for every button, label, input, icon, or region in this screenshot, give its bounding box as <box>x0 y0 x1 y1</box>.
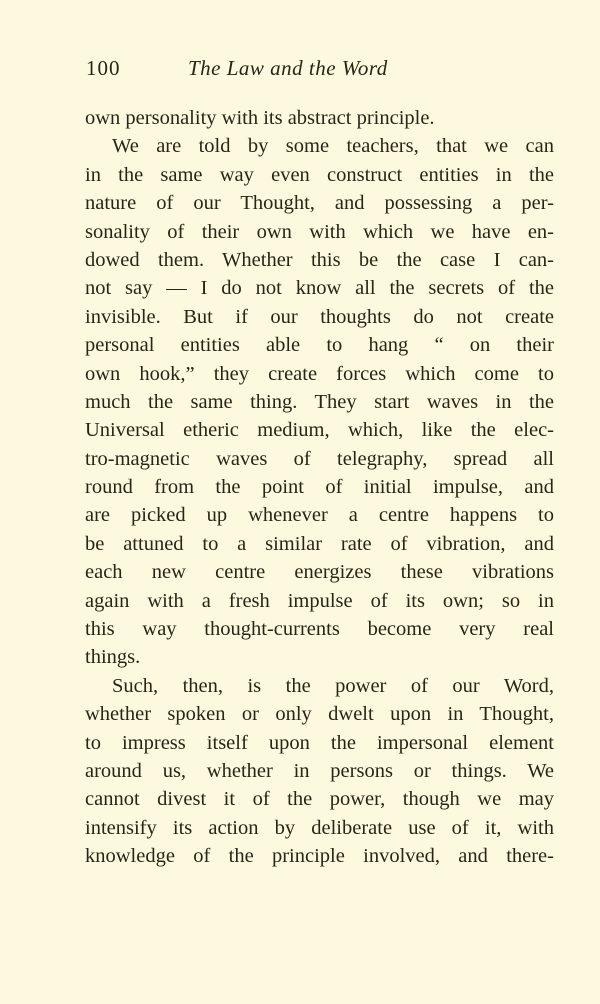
text-line: We are told by some teachers, that we can <box>112 135 554 158</box>
page-body-text <box>85 104 554 871</box>
text-line: things. <box>85 646 141 669</box>
text-line: round from the point of initial impulse, and <box>85 476 554 499</box>
running-header <box>86 56 456 86</box>
text-line: to impress itself upon the impersonal element <box>85 731 554 754</box>
text-line: each new centre energizes these vibrations <box>85 561 554 584</box>
text-line: are picked up whenever a centre happens to <box>85 504 554 527</box>
text-line: cannot divest it of the power, though we may <box>85 788 554 811</box>
text-line: tro-magnetic waves of telegraphy, spread all <box>85 447 554 470</box>
text-line: knowledge of the principle involved, and there- <box>85 845 554 868</box>
text-line: in the same way even construct entities in the <box>85 163 554 186</box>
text-line: own hook,” they create forces which come to <box>85 362 554 385</box>
running-title: The Law and the Word <box>188 56 388 80</box>
text-line: invisible. But if our thoughts do not create <box>85 305 554 328</box>
text-line: Such, then, is the power of our Word, <box>112 674 554 697</box>
text-line: nature of our Thought, and possessing a per- <box>85 192 554 215</box>
page-number: 100 <box>86 56 121 80</box>
text-line: much the same thing. They start waves in the <box>85 390 554 413</box>
text-line: be attuned to a similar rate of vibration, and <box>85 532 554 555</box>
text-line: dowed them. Whether this be the case I can- <box>85 248 554 271</box>
text-line: personal entities able to hang “ on their <box>85 334 554 357</box>
text-line: around us, whether in persons or things. We <box>85 759 554 782</box>
text-line: intensify its action by deliberate use of it, with <box>85 816 554 839</box>
text-line: this way thought-currents become very real <box>85 618 554 641</box>
text-line: Universal etheric medium, which, like the elec- <box>85 419 554 442</box>
text-line: not say — I do not know all the secrets of the <box>85 277 554 300</box>
text-line: whether spoken or only dwelt upon in Thought, <box>85 703 554 726</box>
text-line: sonality of their own with which we have en- <box>85 220 554 243</box>
text-line: again with a fresh impulse of its own; so in <box>85 589 554 612</box>
text-line: own personality with its abstract principle. <box>85 107 435 129</box>
